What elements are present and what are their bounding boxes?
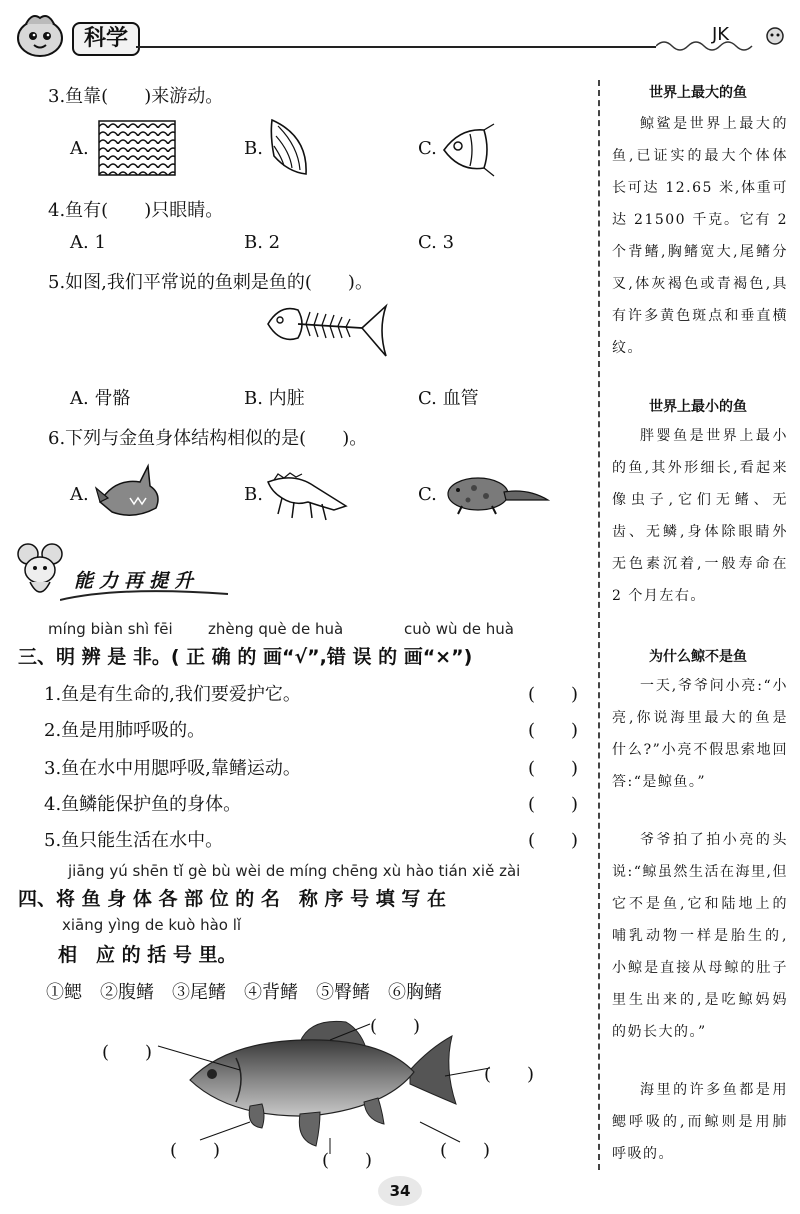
- question-4: 4.鱼有( )只眼睛。: [48, 200, 224, 221]
- sidebar-heading-largest-fish: 世界上最大的鱼: [649, 85, 747, 101]
- section3-pinyin-2: zhèng què de huà: [208, 620, 344, 638]
- fish-blank-gill[interactable]: ( ): [102, 1042, 153, 1063]
- section4-title-line-1: 四、将 鱼 身 体 各 部 位 的 名 称 序 号 填 写 在: [18, 888, 446, 910]
- q6-option-b-label: B.: [244, 484, 263, 505]
- page-number: 34: [378, 1176, 422, 1206]
- mouse-mascot-icon: [12, 540, 66, 606]
- subject-title: 科学: [72, 22, 140, 56]
- wave-decoration-icon: [656, 36, 766, 56]
- question-6: 6.下列与金鱼身体结构相似的是( )。: [48, 428, 368, 449]
- sidebar-text-whale-1: 一天,爷爷问小亮:“小亮,你说海里最大的鱼是什么?”小亮不假思索地回答:“是鲸鱼。”: [612, 678, 788, 790]
- section3-item-2: 2.鱼是用肺呼吸的。: [44, 720, 206, 741]
- crocodile-icon: [264, 462, 348, 528]
- q4-option-b: B. 2: [244, 232, 281, 253]
- banner-swoosh-icon: [60, 582, 230, 606]
- fish-blank-ventral[interactable]: ( ): [322, 1150, 373, 1171]
- small-mascot-icon: [762, 22, 788, 48]
- banner-title: 能力再提升: [74, 570, 200, 592]
- section4-pinyin-2: xiāng yìng de kuò hào lǐ: [62, 916, 242, 934]
- fish-blank-pectoral[interactable]: ( ): [170, 1140, 221, 1161]
- sidebar-text-largest-fish: 鲸鲨是世界上最大的鱼,已证实的最大个体体长可达 12.65 米,体重可达 21500 千克。它有 2 个背鳍,胸鳍宽大,尾鳍分叉,体灰褐色或青褐色,具有许多黄色斑点和垂直横纹。: [612, 116, 788, 356]
- section4-title-line-2: 相 应 的 括 号 里。: [58, 944, 237, 966]
- sidebar-text-whale-3: 海里的许多鱼都是用鳃呼吸的,而鲸则是用肺呼吸的。: [612, 1082, 788, 1162]
- q3-option-c-label: C.: [418, 138, 437, 159]
- sidebar-heading-whale: 为什么鲸不是鱼: [649, 649, 747, 665]
- fish-head-icon: [440, 120, 496, 178]
- fish-blank-anal[interactable]: ( ): [440, 1140, 491, 1161]
- fish-blank-tail[interactable]: ( ): [484, 1064, 535, 1085]
- sidebar-text-smallest-fish: 胖婴鱼是世界上最小的鱼,其外形细长,看起来像虫子,它们无鳍、无齿、无鳞,身体除眼睛外无色素沉着,一般寿命在 2 个月左右。: [612, 428, 788, 604]
- q4-option-c: C. 3: [418, 232, 455, 253]
- salamander-icon: [444, 470, 550, 518]
- q5-option-a: A. 骨骼: [70, 388, 131, 409]
- section4-pinyin-1: jiāng yú shēn tǐ gè bù wèi de míng chēng xù hào tián xiě zài: [68, 862, 521, 880]
- shark-icon: [94, 458, 166, 528]
- answer-blank-1[interactable]: ( ): [528, 684, 579, 705]
- fish-scales-icon: [98, 120, 176, 176]
- section3-pinyin-1: míng biàn shì fēi: [48, 620, 173, 638]
- q5-option-c: C. 血管: [418, 388, 479, 409]
- answer-blank-4[interactable]: ( ): [528, 794, 579, 815]
- section3-pinyin-3: cuò wù de huà: [404, 620, 514, 638]
- fish-parts-list: ①鳃 ②腹鳍 ③尾鳍 ④背鳍 ⑤臀鳍 ⑥胸鳍: [46, 982, 442, 1003]
- edition-label: JK: [712, 24, 730, 45]
- section3-item-4: 4.鱼鳞能保护鱼的身体。: [44, 794, 242, 815]
- answer-blank-3[interactable]: ( ): [528, 758, 579, 779]
- q3-option-a-label: A.: [70, 138, 89, 159]
- section3-item-1: 1.鱼是有生命的,我们要爱护它。: [44, 684, 301, 705]
- sidebar-heading-smallest-fish: 世界上最小的鱼: [649, 399, 747, 415]
- question-3: 3.鱼靠( )来游动。: [48, 86, 224, 107]
- section3-title: 三、明 辨 是 非。( 正 确 的 画“√”,错 误 的 画“×”): [18, 646, 473, 668]
- q3-option-b-label: B.: [244, 138, 263, 159]
- q6-option-a-label: A.: [70, 484, 89, 505]
- fish-blank-dorsal[interactable]: ( ): [370, 1016, 421, 1037]
- q5-option-b: B. 内脏: [244, 388, 305, 409]
- q4-option-a: A. 1: [70, 232, 106, 253]
- sidebar-text-whale-2: 爷爷拍了拍小亮的头说:“鲸虽然生活在海里,但它不是鱼,它和陆地上的哺乳动物一样是胎生的,小鲸是直接从母鲸的肚子里生出来的,是吃鲸妈妈的奶长大的。”: [612, 832, 788, 1040]
- section3-item-5: 5.鱼只能生活在水中。: [44, 830, 224, 851]
- answer-blank-5[interactable]: ( ): [528, 830, 579, 851]
- section3-item-3: 3.鱼在水中用腮呼吸,靠鳍运动。: [44, 758, 301, 779]
- fish-fin-icon: [268, 116, 312, 178]
- fish-skeleton-icon: [266, 296, 390, 370]
- mascot-logo-icon: [12, 10, 68, 60]
- answer-blank-2[interactable]: ( ): [528, 720, 579, 741]
- q6-option-c-label: C.: [418, 484, 437, 505]
- sidebar-divider: [598, 80, 600, 1170]
- question-5: 5.如图,我们平常说的鱼刺是鱼的( )。: [48, 272, 373, 293]
- header-divider: [136, 46, 656, 48]
